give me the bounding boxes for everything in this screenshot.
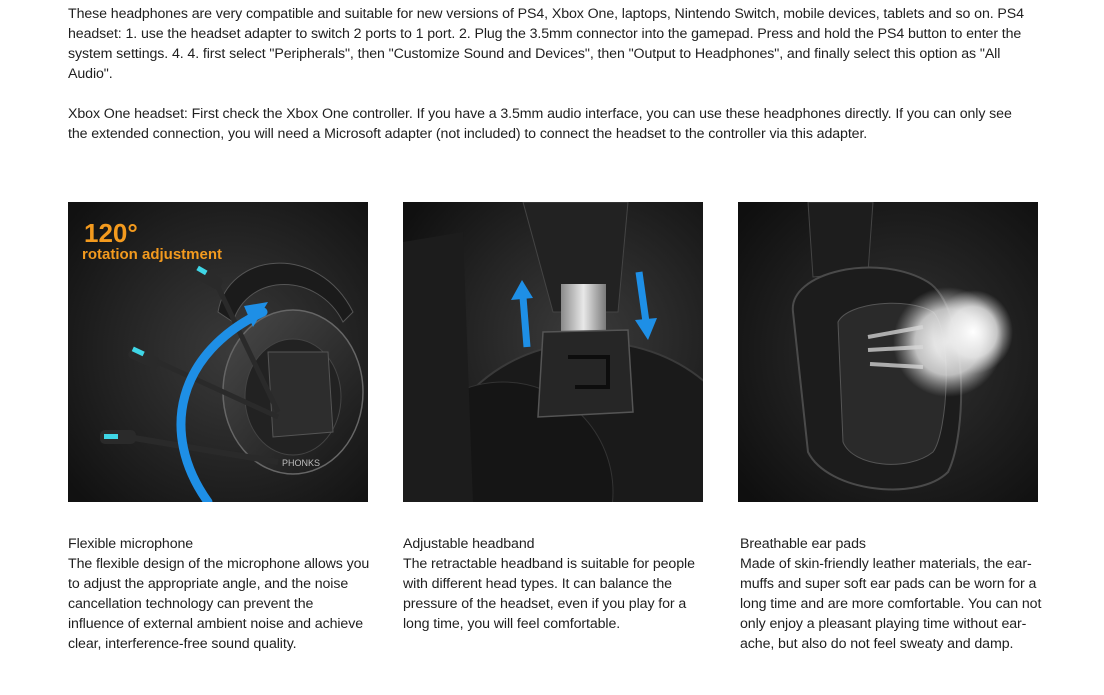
ps4-instructions-paragraph: These headphones are very compatible and suitable for new versions of PS4, Xbox One, laptops, Nintendo Switch, mobile devices, tablets and so on. PS4 headset: 1. use the headset adapter to switch 2 ports to 1 port. 2. Plug the 3.5mm connector into the gamepad. Press and hold the PS4 button to enter the system settings. 4. 4. first select "Peripherals", then "Customize Sound and Devices", then "Output to Headphones", and finally select this option as "All Audio". <box>68 6 1024 82</box>
feature-image-microphone <box>68 202 368 502</box>
feature-title: Adjustable headband <box>403 536 535 552</box>
ear-pad-illustration <box>738 202 1038 502</box>
feature-title: Flexible microphone <box>68 536 194 552</box>
feature-image-headband <box>403 202 703 502</box>
headband-slider-illustration <box>403 202 703 502</box>
headset-microphone-illustration <box>68 202 368 502</box>
xbox-instructions-paragraph: Xbox One headset: First check the Xbox One controller. If you have a 3.5mm audio interface, you can use these headphones directly. If you can only see the extended connection, you will need a Microsoft adapter (not included) to connect the headset to the controller via this adapter. <box>68 106 1012 142</box>
feature-description: The flexible design of the microphone allows you to adjust the appropriate angle, and the noise cancellation technology can prevent the influence of external ambient noise and achieve clear, interference-free sound quality. <box>68 556 370 652</box>
product-description <box>68 4 1028 164</box>
feature-image-ear-pads <box>738 202 1038 502</box>
feature-description: The retractable headband is suitable for people with different head types. It can balance the pressure of the headset, even if you play for a long time, you will feel comfortable. <box>403 556 695 632</box>
rotation-angle-label: 120° <box>84 218 138 248</box>
feature-title: Breathable ear pads <box>740 536 866 552</box>
feature-description: Made of skin-friendly leather materials, the ear-muffs and super soft ear pads can be worn for a long time and are more comfortable. You can not only enjoy a pleasant playing time without ear-ache, but also do not feel sweaty and damp. <box>740 556 1042 652</box>
feature-caption-ear-pads <box>740 534 1055 654</box>
brand-label: PHONKS <box>282 458 321 468</box>
feature-caption-microphone <box>68 534 373 654</box>
feature-caption-headband <box>403 534 708 634</box>
rotation-adjustment-label: rotation adjustment <box>82 246 223 263</box>
